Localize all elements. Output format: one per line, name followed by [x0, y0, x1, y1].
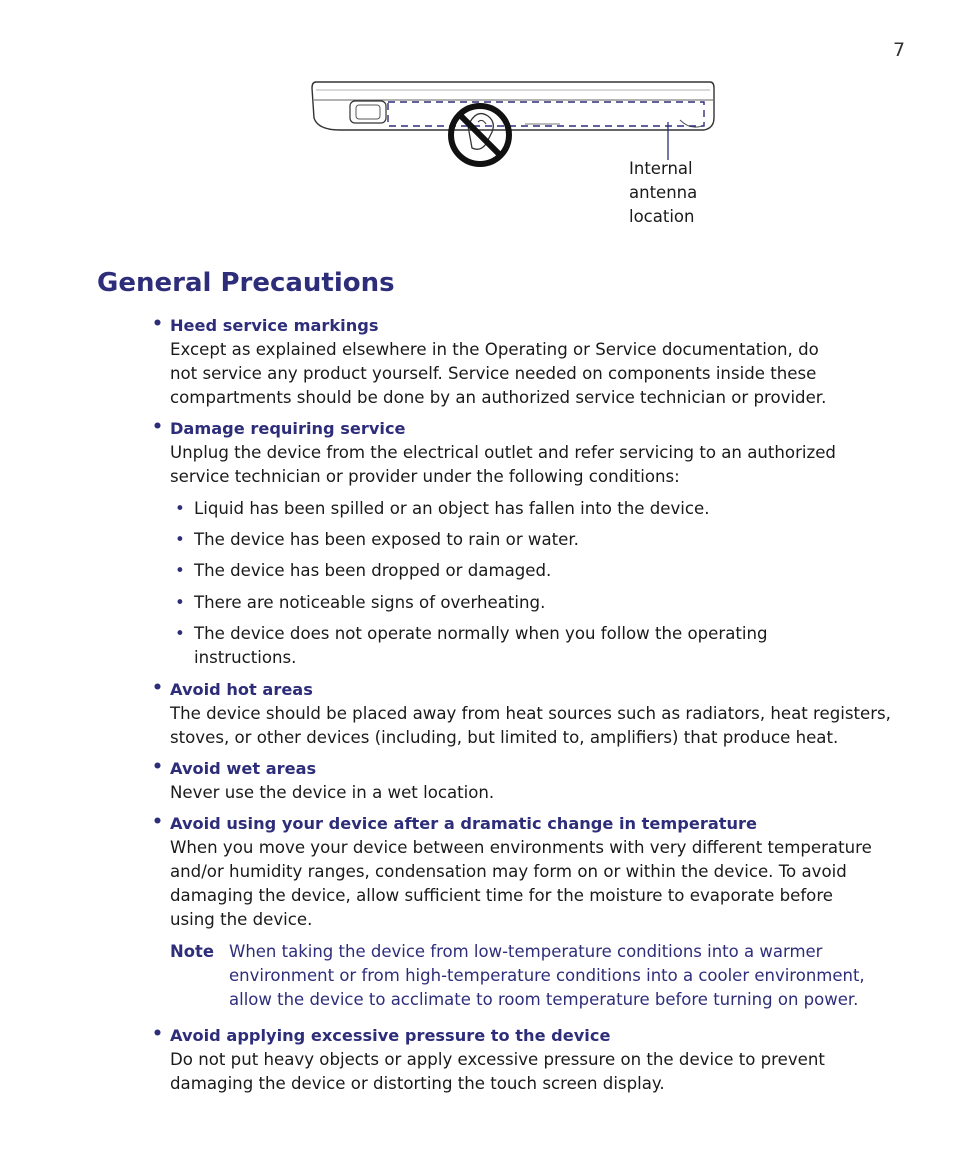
note-label: Note	[170, 942, 214, 961]
body-line: Do not put heavy objects or apply excessive pressure on the device to prevent	[170, 1050, 825, 1069]
bullet-icon: •	[175, 499, 185, 518]
note-line: environment or from high-temperature conditions into a cooler environment,	[229, 966, 865, 985]
body-line: When you move your device between environments with very different temperature	[170, 838, 872, 857]
bullet-icon: •	[152, 678, 163, 698]
precaution-heading: Avoid using your device after a dramatic change in temperature	[170, 814, 757, 833]
antenna-label-line: location	[629, 207, 695, 226]
precaution-heading: Heed service markings	[170, 316, 379, 335]
condition-text: The device has been dropped or damaged.	[194, 561, 552, 580]
precaution-heading: Damage requiring service	[170, 419, 406, 438]
note-line: allow the device to acclimate to room temperature before turning on power.	[229, 990, 859, 1009]
precaution-body	[170, 338, 882, 410]
section-title: General Precautions	[97, 268, 395, 298]
body-line: damaging the device, allow sufficient time for the moisture to evaporate before	[170, 886, 833, 905]
bullet-icon: •	[152, 417, 163, 437]
note-line: When taking the device from low-temperature conditions into a warmer	[229, 942, 823, 961]
antenna-location-label	[629, 157, 697, 229]
bullet-icon: •	[175, 561, 185, 580]
bullet-icon: •	[175, 530, 185, 549]
bullet-icon: •	[152, 757, 163, 777]
body-line: not service any product yourself. Service needed on components inside these	[170, 364, 817, 383]
antenna-label-line: Internal	[629, 159, 693, 178]
bullet-icon: •	[175, 593, 185, 612]
condition-text: Liquid has been spilled or an object has fallen into the device.	[194, 499, 710, 518]
body-line: Never use the device in a wet location.	[170, 783, 495, 802]
page-number: 7	[893, 39, 906, 61]
body-line: stoves, or other devices (including, but limited to, amplifiers) that produce heat.	[170, 728, 839, 747]
precaution-body	[170, 781, 882, 805]
body-line: Unplug the device from the electrical outlet and refer servicing to an authorized	[170, 443, 836, 462]
body-line: and/or humidity ranges, condensation may form on or within the device. To avoid	[170, 862, 847, 881]
precaution-body	[170, 702, 891, 750]
precaution-body	[170, 1048, 882, 1096]
antenna-label-line: antenna	[629, 183, 698, 202]
precaution-heading: Avoid hot areas	[170, 680, 313, 699]
condition-text: The device has been exposed to rain or water.	[194, 530, 579, 549]
condition-text	[194, 622, 874, 670]
condition-line: instructions.	[194, 648, 297, 667]
body-line: damaging the device or distorting the touch screen display.	[170, 1074, 665, 1093]
bullet-icon: •	[175, 624, 185, 643]
bullet-icon: •	[152, 314, 163, 334]
condition-line: The device does not operate normally when you follow the operating	[194, 624, 768, 643]
body-line: The device should be placed away from heat sources such as radiators, heat registers,	[170, 704, 891, 723]
precaution-heading: Avoid applying excessive pressure to the device	[170, 1026, 611, 1045]
body-line: compartments should be done by an authorized service technician or provider.	[170, 388, 827, 407]
body-line: Except as explained elsewhere in the Operating or Service documentation, do	[170, 340, 819, 359]
body-line: service technician or provider under the following conditions:	[170, 467, 680, 486]
body-line: using the device.	[170, 910, 313, 929]
bullet-icon: •	[152, 1024, 163, 1044]
bullet-icon: •	[152, 812, 163, 832]
precaution-heading: Avoid wet areas	[170, 759, 317, 778]
condition-text: There are noticeable signs of overheating.	[194, 593, 546, 612]
precaution-body	[170, 836, 882, 932]
precaution-body	[170, 441, 882, 489]
note-text	[229, 940, 889, 1012]
